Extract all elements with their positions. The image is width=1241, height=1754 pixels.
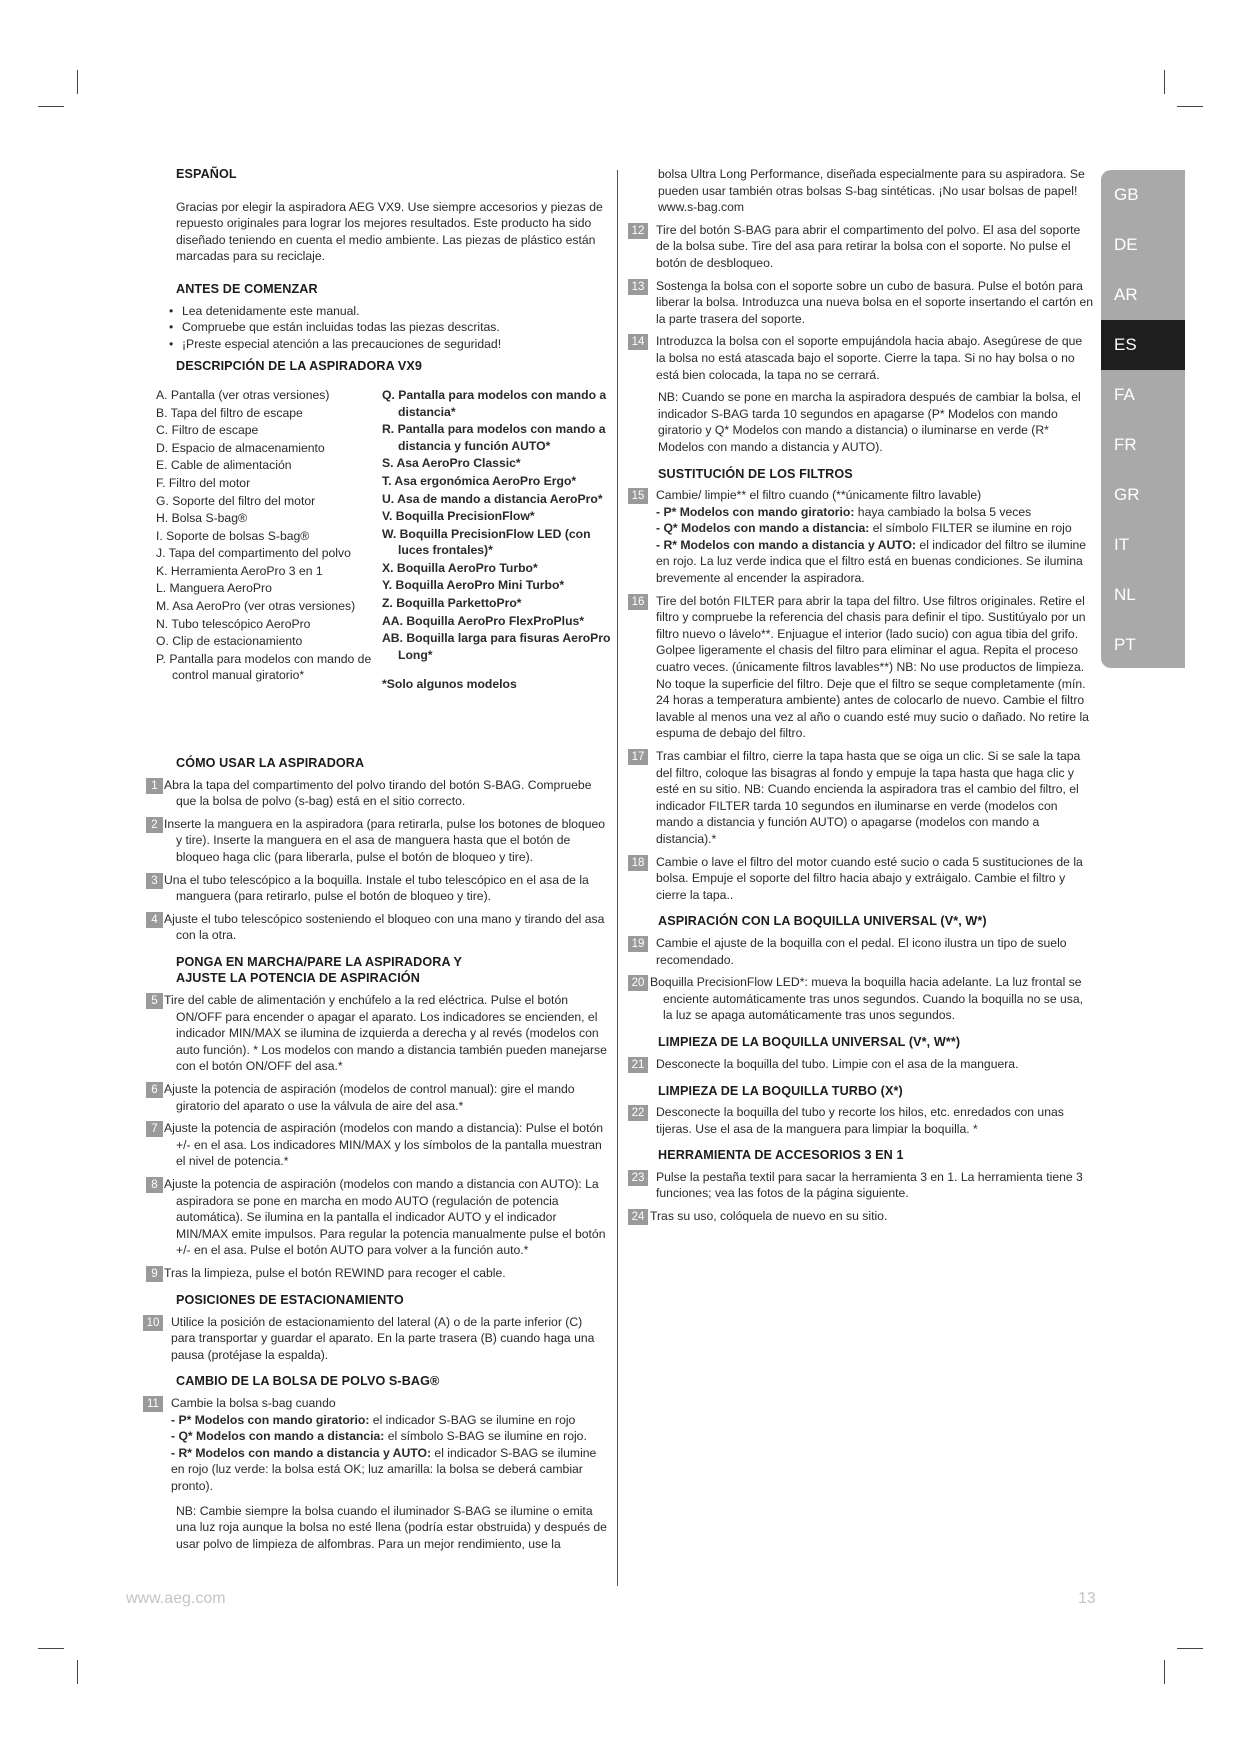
step-text: Una el tubo telescópico a la boquilla. Instale el tubo telescópico en el asa de la manguera (para retirarlo, pulse el botón de bloqueo y tire).	[164, 872, 589, 904]
step-11	[143, 1395, 607, 1495]
crop-mark	[77, 70, 78, 94]
step-number: 18	[628, 855, 648, 871]
part-item: E. Cable de alimentación	[156, 458, 292, 473]
crop-mark	[38, 106, 64, 107]
parking-heading: POSICIONES DE ESTACIONAMIENTO	[176, 1292, 404, 1307]
step-number: 3	[146, 873, 163, 889]
step-number: 24	[628, 1209, 648, 1225]
bag-p-label: - P* Modelos con mando giratorio:	[171, 1412, 370, 1427]
tab-gr[interactable]: GR	[1114, 485, 1140, 504]
tab-fa[interactable]: FA	[1114, 385, 1135, 404]
footer-url[interactable]: www.aeg.com	[126, 1590, 226, 1607]
step-text: Tire del botón FILTER para abrir la tapa del filtro. Use filtros originales. Retire el filtro y compruebe la referencia del chasis para definir el tipo. Sustitúyalo por un filtro nuevo o lávelo**. Enjuague el interior (lado sucio) con agua tibia del grifo. Golpee ligeramente el chasis del filtro para eliminar el agua. Repita el proceso cuatro veces. (únicamente filtros lavables**) NB: No use productos de limpieza. No toque la superficie del filtro. Deje que el filtro se seque completamente (mín. 24 horas a temperatura ambiente) antes de colocarlo de nuevo. Cambie el filtro lavable al menos una vez al año o cuando esté muy sucio o dañado. No retire la espuma de debajo del filtro.	[656, 593, 1089, 741]
step-number: 5	[146, 993, 163, 1009]
parts-column-2	[382, 387, 614, 694]
bag-r-text: el indicador S-BAG se ilumine en rojo (luz verde: la bolsa está OK; luz amarilla: la bolsa se deberá cambiar pronto).	[171, 1445, 597, 1493]
tab-fr[interactable]: FR	[1114, 435, 1137, 454]
tab-nl[interactable]: NL	[1114, 585, 1136, 604]
part-item: G. Soporte del filtro del motor	[156, 493, 316, 508]
filter-p-label: - P* Modelos con mando giratorio:	[656, 504, 855, 519]
before-heading: ANTES DE COMENZAR	[176, 281, 318, 296]
step-text: Ajuste el tubo telescópico sosteniendo el bloqueo con una mano y tirando del asa con la otra.	[164, 911, 605, 943]
step-text	[171, 1395, 607, 1495]
step-number: 7	[146, 1121, 163, 1137]
step-number: 23	[628, 1170, 648, 1186]
page-title: ESPAÑOL	[176, 167, 237, 181]
clean-universal-heading: LIMPIEZA DE LA BOQUILLA UNIVERSAL (V*, W**)	[658, 1034, 961, 1049]
step-text: Desconecte la boquilla del tubo y recorte los hilos, etc. enredados con unas tijeras. Use el asa de la manguera para limpiar la boquilla. *	[656, 1105, 1064, 1136]
step-text: Inserte la manguera en la aspiradora (para retirarla, pulse los botones de bloqueo y tire). Inserte la manguera en el asa de manguera hasta que el botón de bloqueo haga clic (para liberarla, pulse el botón de bloqueo y tire).	[164, 816, 606, 864]
part-item: J. Tapa del compartimento del polvo	[156, 546, 351, 561]
list-item: • Compruebe que están incluidas todas las piezas descritas.	[176, 319, 607, 336]
clean-turbo-heading: LIMPIEZA DE LA BOQUILLA TURBO (X*)	[658, 1083, 903, 1098]
part-item: C. Filtro de escape	[156, 423, 259, 438]
step-text: Ajuste la potencia de aspiración (modelos de control manual): gire el mando giratorio del aparato o use la válvula de aire del asa.*	[164, 1082, 575, 1113]
part-item: A. Pantalla (ver otras versiones)	[156, 387, 330, 402]
step-22	[628, 1104, 1094, 1137]
step-text: Desconecte la boquilla del tubo. Limpie con el asa de la manguera.	[656, 1056, 1019, 1071]
step-17	[628, 748, 1094, 848]
step-number: 10	[143, 1315, 163, 1331]
step-number: 4	[146, 912, 163, 928]
step-5	[146, 992, 607, 1075]
parts-list	[156, 387, 611, 733]
part-item: R. Pantalla para modelos con mando a distancia y función AUTO*	[382, 422, 606, 453]
part-item: X. Boquilla AeroPro Turbo*	[382, 560, 538, 575]
step-text: Sostenga la bolsa con el soporte sobre un cubo de basura. Pulse el botón para liberar la bolsa. Introduzca una nueva bolsa en el soporte insertando el cartón en la parte trasera del soporte.	[656, 278, 1094, 326]
right-column	[628, 166, 1094, 1231]
power-heading: PONGA EN MARCHA/PARE LA ASPIRADORA Y AJUSTE LA POTENCIA DE ASPIRACIÓN	[176, 954, 462, 986]
step-16	[628, 593, 1094, 742]
step-19	[628, 935, 1094, 968]
step-number: 20	[628, 975, 648, 991]
step-number: 15	[628, 488, 648, 504]
step-number: 12	[628, 223, 648, 239]
column-divider	[617, 170, 618, 1586]
step-3	[146, 872, 607, 905]
step-text: Tras la limpieza, pulse el botón REWIND para recoger el cable.	[164, 1265, 506, 1280]
step-21	[628, 1056, 1094, 1073]
step-14	[628, 333, 1094, 383]
crop-mark	[1177, 106, 1203, 107]
filters-heading: SUSTITUCIÓN DE LOS FILTROS	[658, 466, 853, 481]
filter-q-label: - Q* Modelos con mando a distancia:	[656, 521, 870, 536]
parts-column-1	[156, 387, 378, 685]
step-text: Ajuste la potencia de aspiración (modelos con mando a distancia con AUTO): La aspiradora se pone en marcha en modo AUTO (regulación de potencia automática). Se ilumina en la pantalla el indicador AUTO y el indicador MIN/MAX emite impulsos. Para regular la potencia manualmente pulse el botón +/- en el asa. Pulse el botón AUTO para volver a la función auto.*	[164, 1177, 606, 1258]
left-column	[146, 166, 611, 1558]
part-item: Y. Boquilla AeroPro Mini Turbo*	[382, 578, 565, 593]
tool-heading: HERRAMIENTA DE ACCESORIOS 3 EN 1	[658, 1148, 904, 1163]
step-8	[146, 1176, 607, 1259]
step-text: Utilice la posición de estacionamiento del lateral (A) o de la parte inferior (C) para transportar y guardar el aparato. En la parte trasera (B) cuando haga una pausa (protéjase la espalda).	[171, 1314, 595, 1362]
tab-de[interactable]: DE	[1114, 235, 1138, 254]
bag-lead: Cambie la bolsa s-bag cuando	[171, 1395, 336, 1410]
filter-r-text: el indicador del filtro se ilumine en rojo. La luz verde indica que el filtro está en buenas condiciones. Se ilumina brevemente al encender la aspiradora.	[656, 537, 1087, 586]
step-number: 6	[146, 1082, 163, 1098]
bag-note: NB: Cambie siempre la bolsa cuando el iluminador S-BAG se ilumine o emita una luz roja aunque la bolsa no esté llena (podría estar obstruida) y después de usar polvo de limpieza de alfombras. Para un mejor rendimiento, use la	[176, 1503, 607, 1551]
step-9	[146, 1265, 607, 1282]
tab-ar[interactable]: AR	[1114, 285, 1138, 304]
step-text: Abra la tapa del compartimento del polvo tirando del botón S-BAG. Compruebe que la bolsa de polvo (s-bag) está en el sitio correcto.	[164, 777, 592, 809]
part-item: S. Asa AeroPro Classic*	[382, 456, 521, 471]
bag-q-text: el símbolo S-BAG se ilumine en rojo.	[384, 1429, 587, 1444]
bag-p-text: el indicador S-BAG se ilumine en rojo	[369, 1412, 576, 1427]
step-12	[628, 222, 1094, 272]
filter-lead: Cambie/ limpie** el filtro cuando (**únicamente filtro lavable)	[656, 488, 982, 503]
universal-heading: ASPIRACIÓN CON LA BOQUILLA UNIVERSAL (V*, W*)	[658, 914, 987, 929]
step-18	[628, 854, 1094, 904]
part-item: U. Asa de mando a distancia AeroPro*	[382, 491, 603, 506]
step-text: Boquilla PrecisionFlow LED*: mueva la boquilla hacia adelante. La luz frontal se enciente automáticamente tras unos segundos. Cuando la boquilla no se usa, la luz se apaga automáticamente tras unos segundos.	[650, 975, 1084, 1023]
part-item: Q. Pantalla para modelos con mando a distancia*	[382, 387, 607, 419]
step-text: Introduzca la bolsa con el soporte empujándola hacia abajo. Asegúrese de que la bolsa no está atascada bajo el soporte. Cierre la tapa. Si no hay bolsa o no está bien colocada, la tapa no se cerrará.	[656, 334, 1083, 382]
bag-r-label: - R* Modelos con mando a distancia y AUTO:	[171, 1445, 432, 1460]
step-number: 14	[628, 334, 648, 350]
step-text: Cambie el ajuste de la boquilla con el pedal. El icono ilustra un tipo de suelo recomendado.	[656, 935, 1067, 967]
step-number: 16	[628, 594, 648, 610]
part-item: M. Asa AeroPro (ver otras versiones)	[156, 599, 356, 614]
page-number: 13	[1078, 1590, 1096, 1607]
step-number: 11	[143, 1396, 163, 1412]
part-item: V. Boquilla PrecisionFlow*	[382, 509, 535, 524]
tab-it[interactable]: IT	[1114, 535, 1130, 554]
part-item: W. Boquilla PrecisionFlow LED (con luces frontales)*	[382, 526, 591, 558]
list-item: • ¡Preste especial atención a las precauciones de seguridad!	[176, 336, 607, 353]
step-15	[628, 487, 1094, 587]
step-text	[656, 487, 1094, 587]
part-item: D. Espacio de almacenamiento	[156, 440, 325, 455]
part-item: N. Tubo telescópico AeroPro	[156, 616, 311, 631]
description-heading: DESCRIPCIÓN DE LA ASPIRADORA VX9	[176, 359, 423, 374]
bag-q-label: - Q* Modelos con mando a distancia:	[171, 1429, 385, 1444]
step-text: Ajuste la potencia de aspiración (modelos con mando a distancia): Pulse el botón +/- en el asa. Los indicadores MIN/MAX y los símbolos de la pantalla muestran el nivel de potencia.*	[164, 1121, 604, 1169]
part-item: L. Manguera AeroPro	[156, 581, 272, 596]
part-item: K. Herramienta AeroPro 3 en 1	[156, 563, 323, 578]
step-20	[628, 974, 1094, 1024]
step-text: Tras su uso, colóquela de nuevo en su sitio.	[650, 1209, 888, 1224]
crop-mark	[1177, 1648, 1203, 1649]
crop-mark	[1164, 1660, 1165, 1684]
part-item: AA. Boquilla AeroPro FlexProPlus*	[382, 613, 585, 628]
step-23	[628, 1169, 1094, 1202]
step-24	[628, 1208, 1094, 1225]
part-item: O. Clip de estacionamiento	[156, 634, 303, 649]
bag-note-continued: bolsa Ultra Long Performance, diseñada especialmente para su aspiradora. Se pueden usar también otras bolsas S-bag sintéticas. ¡No usar bolsas de papel! www.s-bag.com	[658, 167, 1085, 215]
step-number: 19	[628, 936, 648, 952]
part-item: I. Soporte de bolsas S-bag®	[156, 528, 310, 543]
tab-gb[interactable]: GB	[1114, 185, 1139, 204]
step-13	[628, 278, 1094, 328]
filter-p-text: haya cambiado la bolsa 5 veces	[854, 504, 1032, 519]
step-10	[143, 1314, 607, 1364]
part-item: T. Asa ergonómica AeroPro Ergo*	[382, 473, 577, 488]
part-item: Z. Boquilla ParkettoPro*	[382, 596, 522, 611]
step-number: 1	[146, 778, 163, 794]
step-number: 8	[146, 1177, 163, 1193]
crop-mark	[77, 1660, 78, 1684]
step-text: Tire del cable de alimentación y enchúfelo a la red eléctrica. Pulse el botón ON/OFF para encender o apagar el aparato. Los indicadores se encienden, el indicador MIN/MAX se ilumina de izquierda a derecha y al revés (modelos con auto función). * Los modelos con mando a distancia también pueden manejarse con el botón ON/OFF del asa.*	[164, 993, 607, 1074]
bag-note-2: NB: Cuando se pone en marcha la aspiradora después de cambiar la bolsa, el indicador S-BAG tarda 10 segundos en apagarse (P* Modelos con mando giratorio y Q* Modelos con mando a distancia) o iluminarse en verde (R* Modelos con mando a distancia y AUTO).	[658, 390, 1081, 454]
step-text: Pulse la pestaña textil para sacar la herramienta 3 en 1. La herramienta tiene 3 funciones; vea las fotos de la página siguiente.	[656, 1169, 1083, 1201]
step-7	[146, 1120, 607, 1170]
step-number: 9	[146, 1266, 163, 1282]
step-text: Tras cambiar el filtro, cierre la tapa hasta que se oiga un clic. Si se sale la tapa del filtro, coloque las bisagras al fondo y empuje la tapa hasta que haga clic y esté en su sitio. NB: Cuando encienda la aspiradora tras el cambio del filtro, el indicador FILTER tarda 10 segundos en iluminarse en verde (modelos con mando a distancia y función AUTO) o apagarse (modelos con mando a distancia).*	[656, 749, 1081, 846]
filter-q-text: el símbolo FILTER se ilumine en rojo	[869, 521, 1072, 536]
tab-pt[interactable]: PT	[1114, 635, 1136, 654]
before-list	[176, 303, 607, 353]
crop-mark	[38, 1648, 64, 1649]
filter-r-label: - R* Modelos con mando a distancia y AUTO:	[656, 537, 917, 552]
list-item: • Lea detenidamente este manual.	[176, 303, 607, 320]
part-item: F. Filtro del motor	[156, 475, 251, 490]
part-item: P. Pantalla para modelos con mando de control manual giratorio*	[156, 651, 372, 683]
step-6	[146, 1081, 607, 1114]
tab-es[interactable]: ES	[1101, 320, 1185, 370]
bag-heading: CAMBIO DE LA BOLSA DE POLVO S-BAG®	[176, 1374, 440, 1389]
crop-mark	[1164, 70, 1165, 94]
step-number: 22	[628, 1105, 648, 1121]
step-number: 2	[146, 817, 163, 833]
step-4	[146, 911, 607, 944]
use-heading: CÓMO USAR LA ASPIRADORA	[176, 755, 365, 770]
part-item: AB. Boquilla larga para fisuras AeroPro Long*	[382, 631, 611, 662]
step-number: 13	[628, 279, 648, 295]
intro-paragraph: Gracias por elegir la aspiradora AEG VX9. Use siempre accesorios y piezas de repuesto originales para lograr los mejores resultados. Este producto ha sido diseñado teniendo en cuenta el medio ambiente. Las piezas de plástico están marcadas para su reciclaje.	[176, 199, 603, 264]
step-2	[146, 816, 607, 866]
part-item: H. Bolsa S-bag®	[156, 511, 247, 526]
models-note: *Solo algunos modelos	[382, 677, 517, 692]
step-text: Tire del botón S-BAG para abrir el compartimento del polvo. El asa del soporte de la bolsa sube. Tire del asa para retirar la bolsa con el soporte. No pulse el botón de desbloqueo.	[656, 222, 1081, 270]
step-1	[146, 777, 607, 810]
step-number: 21	[628, 1057, 648, 1073]
step-text: Cambie o lave el filtro del motor cuando esté sucio o cada 5 sustituciones de la bolsa. Empuje el soporte del filtro hacia abajo y extráigalo. Cambie el filtro y cierre la tapa..	[656, 854, 1083, 902]
language-tabs	[1101, 170, 1185, 668]
step-number: 17	[628, 749, 648, 765]
part-item: B. Tapa del filtro de escape	[156, 405, 303, 420]
